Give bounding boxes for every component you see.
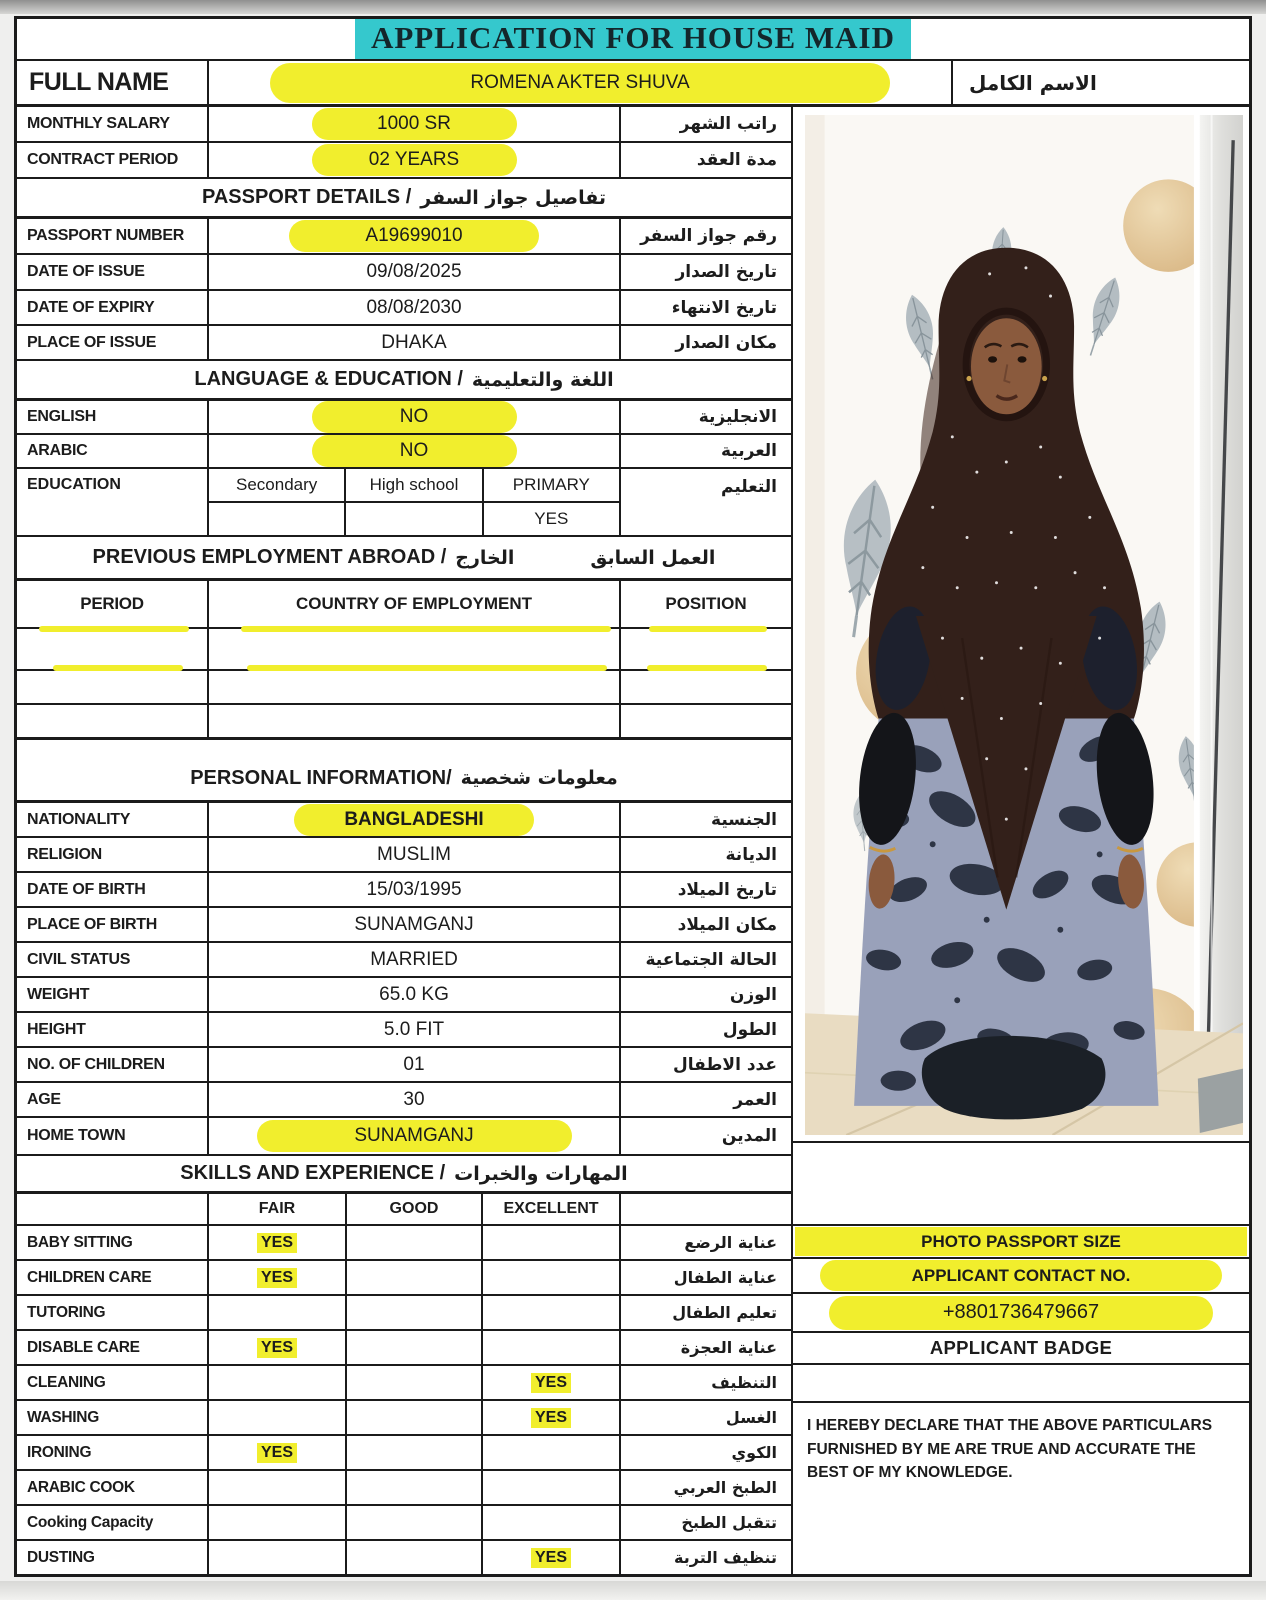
details-table [17,107,791,1574]
application-form [14,16,1252,1577]
nationality-value: BANGLADESHI [294,804,534,836]
children-label: NO. OF CHILDREN [17,1048,209,1081]
employment-country-cell [209,705,621,737]
cleaning-arabic: التنظيف [711,1373,777,1392]
row-disable-care [17,1331,791,1366]
tutoring-good [347,1296,483,1329]
religion-label: RELIGION [17,838,209,871]
yes-mark: YES [257,1443,297,1463]
education-secondary: Secondary [209,469,346,501]
home-town-label: HOME TOWN [17,1118,209,1154]
yes-mark: YES [531,1408,571,1428]
children-care-fair [209,1261,347,1294]
place-of-birth-arabic: مكان الميلاد [677,914,777,935]
arabic-language-field [209,435,621,467]
education-primary: PRIMARY [512,475,590,494]
section-previous-employment [17,537,791,581]
row-arabic-language [17,435,791,469]
age-label: AGE [17,1083,209,1116]
row-place-of-birth [17,908,791,943]
full-name-field [209,61,953,104]
section-language-education [17,361,791,401]
full-name-row [17,59,1249,107]
washing-label: WASHING [17,1401,209,1434]
contract-period-arabic: مدة العقد [696,150,777,170]
children-care-excellent [483,1261,621,1294]
form-title-row [17,19,1249,59]
row-children [17,1048,791,1083]
ironing-fair [209,1436,347,1469]
arabic-language-arabic: العربية [720,441,777,461]
employment-row-1 [17,629,791,671]
skills-col-arabic [621,1194,791,1224]
contract-period-value: 02 YEARS [312,144,517,176]
row-passport-number [17,219,791,255]
personal-section-title: PERSONAL INFORMATION/ [190,766,452,789]
children-care-good [347,1261,483,1294]
tutoring-label: TUTORING [17,1296,209,1329]
baby-sitting-good [347,1226,483,1259]
row-home-town [17,1118,791,1156]
skills-section-title-arabic: المهارات والخبرات [454,1162,628,1185]
cooking-capacity-good [347,1506,483,1539]
place-of-issue-arabic: مكان الصدار [675,332,777,353]
previous-employment-title-arabic-2: العمل السابق [590,546,716,569]
home-town-field [209,1118,621,1154]
row-date-of-birth [17,873,791,908]
employment-country-cell [209,671,621,703]
arabic-cook-excellent [483,1471,621,1504]
yes-mark: YES [257,1268,297,1288]
empty-cell [793,1365,1249,1403]
ironing-label: IRONING [17,1436,209,1469]
disable-care-good [347,1331,483,1364]
place-of-birth-label: PLACE OF BIRTH [17,908,209,941]
religion-value: MUSLIM [209,838,621,871]
place-of-birth-value: SUNAMGANJ [209,908,621,941]
highlighter-streak [649,626,767,632]
dusting-arabic: تنظيف التربة [674,1548,777,1567]
employment-col-position: POSITION [665,594,747,613]
baby-sitting-arabic: عناية الرضع [684,1233,777,1252]
declaration-text: I HEREBY DECLARE THAT THE ABOVE PARTICULARS FURNISHED BY ME ARE TRUE AND ACCURATE THE BEST OF MY KNOWLEDGE. [807,1417,1213,1482]
row-cooking-capacity [17,1506,791,1541]
disable-care-arabic: عناية العجزة [680,1338,777,1357]
skills-col-excellent: EXCELLENT [483,1194,621,1224]
place-of-issue-label: PLACE OF ISSUE [17,326,209,359]
previous-employment-title-arabic-1: الخارج [455,546,515,569]
education-secondary-answer [209,503,346,535]
full-name-arabic: الاسم الكامل [969,70,1097,95]
education-label: EDUCATION [17,469,209,535]
row-baby-sitting [17,1226,791,1261]
row-dusting [17,1541,791,1574]
tutoring-fair [209,1296,347,1329]
ironing-good [347,1436,483,1469]
height-value: 5.0 FIT [209,1013,621,1046]
english-value: NO [312,401,517,433]
applicant-badge-row [793,1333,1249,1365]
row-monthly-salary [17,107,791,143]
row-nationality [17,803,791,838]
passport-section-title-arabic: تفاصيل جواز السفر [420,186,607,209]
date-of-expiry-arabic: تاريخ الانتهاء [671,297,777,318]
nationality-field [209,803,621,836]
english-field [209,401,621,433]
monthly-salary-label: MONTHLY SALARY [17,107,209,141]
cooking-capacity-fair [209,1506,347,1539]
height-arabic: الطول [722,1019,777,1040]
place-of-issue-value: DHAKA [209,326,621,359]
employment-position-cell [621,705,791,737]
cooking-capacity-excellent [483,1506,621,1539]
full-name-value: ROMENA AKTER SHUVA [270,63,890,103]
ironing-excellent [483,1436,621,1469]
employment-country-cell [209,629,621,669]
photo-caption-row [793,1226,1249,1259]
washing-fair [209,1401,347,1434]
cleaning-excellent [483,1366,621,1399]
disable-care-label: DISABLE CARE [17,1331,209,1364]
skills-columns-row [17,1194,791,1226]
row-religion [17,838,791,873]
row-children-care [17,1261,791,1296]
empty-cell [793,1143,1249,1226]
nationality-label: NATIONALITY [17,803,209,836]
age-value: 30 [209,1083,621,1116]
home-town-arabic: المدين [721,1126,777,1146]
date-of-expiry-label: DATE OF EXPIRY [17,291,209,324]
contact-label-row [793,1259,1249,1294]
baby-sitting-excellent [483,1226,621,1259]
arabic-cook-arabic: الطبخ العربي [673,1478,777,1497]
arabic-cook-fair [209,1471,347,1504]
religion-arabic: الديانة [725,844,777,865]
employment-period-cell [17,629,209,669]
row-date-of-expiry [17,291,791,326]
weight-arabic: الوزن [729,984,777,1005]
employment-position-cell [621,629,791,669]
contract-period-field [209,143,621,177]
tutoring-excellent [483,1296,621,1329]
washing-arabic: الغسل [725,1408,777,1427]
date-of-birth-arabic: تاريخ الميلاد [677,879,777,900]
education-grid [209,469,621,535]
yes-mark: YES [257,1233,297,1253]
applicant-photo-cell [793,107,1249,1143]
previous-employment-title: PREVIOUS EMPLOYMENT ABROAD / [92,546,447,568]
passport-section-title: PASSPORT DETAILS / [201,186,412,208]
section-passport-details [17,179,791,219]
full-name-label: FULL NAME [17,61,209,104]
date-of-issue-arabic: تاريخ الصدار [675,262,777,282]
language-section-title: LANGUAGE & EDUCATION / [194,368,463,390]
applicant-photo [805,115,1243,1135]
employment-period-cell [17,671,209,703]
height-label: HEIGHT [17,1013,209,1046]
arabic-language-label: ARABIC [17,435,209,467]
children-value: 01 [209,1048,621,1081]
ironing-arabic: الكوي [731,1443,777,1462]
skills-col-good: GOOD [347,1194,483,1224]
row-weight [17,978,791,1013]
row-washing [17,1401,791,1436]
date-of-birth-label: DATE OF BIRTH [17,873,209,906]
english-label: ENGLISH [17,401,209,433]
children-arabic: عدد الاطفال [673,1054,777,1075]
row-date-of-issue [17,255,791,291]
cooking-capacity-arabic: تتقبل الطبخ [681,1513,777,1532]
civil-status-arabic: الحالة الجتماعية [645,949,777,970]
education-primary-answer: YES [534,509,569,528]
cleaning-fair [209,1366,347,1399]
row-cleaning [17,1366,791,1401]
date-of-expiry-value: 08/08/2030 [209,291,621,324]
employment-columns-row [17,581,791,629]
date-of-birth-value: 15/03/1995 [209,873,621,906]
dusting-label: DUSTING [17,1541,209,1574]
date-of-issue-value: 09/08/2025 [209,255,621,289]
yes-mark: YES [257,1338,297,1358]
row-civil-status [17,943,791,978]
arabic-cook-label: ARABIC COOK [17,1471,209,1504]
civil-status-label: CIVIL STATUS [17,943,209,976]
date-of-issue-label: DATE OF ISSUE [17,255,209,289]
disable-care-fair [209,1331,347,1364]
skills-col-empty [17,1194,209,1224]
row-tutoring [17,1296,791,1331]
skills-section-title: SKILLS AND EXPERIENCE / [180,1162,446,1184]
nationality-arabic: الجنسية [711,809,777,830]
tutoring-arabic: تعليم الطفال [672,1303,777,1322]
row-place-of-issue [17,326,791,361]
home-town-value: SUNAMGANJ [257,1120,572,1152]
row-arabic-cook [17,1471,791,1506]
education-answer-row [209,503,619,535]
section-personal-information [17,740,791,803]
contact-number-row [793,1294,1249,1333]
row-education [17,469,791,537]
monthly-salary-value: 1000 SR [312,108,517,140]
passport-number-value: A19699010 [289,220,539,252]
employment-col-period: PERIOD [17,581,209,627]
baby-sitting-fair [209,1226,347,1259]
english-arabic: الانجليزية [698,407,777,427]
age-arabic: العمر [733,1089,777,1110]
applicant-badge-label: APPLICANT BADGE [929,1337,1113,1358]
contract-period-label: CONTRACT PERIOD [17,143,209,177]
photo-panel [791,107,1249,1574]
weight-label: WEIGHT [17,978,209,1011]
highlighter-streak [241,626,611,632]
arabic-language-value: NO [312,435,517,467]
cooking-capacity-label: Cooking Capacity [17,1506,209,1539]
education-highschool-answer [346,503,483,535]
employment-row-2 [17,671,791,705]
door-frame [1194,115,1243,1135]
children-care-arabic: عناية الطفال [673,1268,777,1287]
form-title: APPLICATION FOR HOUSE MAID [355,19,911,59]
language-section-title-arabic: اللغة والتعليمية [471,368,614,391]
weight-value: 65.0 KG [209,978,621,1011]
dress-hem [922,1036,1106,1119]
education-highschool: High school [346,469,483,501]
washing-excellent [483,1401,621,1434]
employment-col-country: COUNTRY OF EMPLOYMENT [209,581,621,627]
monthly-salary-field [209,107,621,141]
education-levels-row [209,469,619,503]
passport-number-field [209,219,621,253]
row-height [17,1013,791,1048]
dusting-fair [209,1541,347,1574]
skills-col-fair: FAIR [209,1194,347,1224]
row-english [17,401,791,435]
monthly-salary-arabic: راتب الشهر [679,114,777,134]
civil-status-value: MARRIED [209,943,621,976]
washing-good [347,1401,483,1434]
personal-section-title-arabic: معلومات شخصية [460,767,618,789]
scan-edge-bottom [0,1581,1266,1600]
row-contract-period [17,143,791,179]
baby-sitting-label: BABY SITTING [17,1226,209,1259]
scan-edge-top [0,0,1266,14]
row-ironing [17,1436,791,1471]
dusting-excellent [483,1541,621,1574]
contact-label: APPLICANT CONTACT NO. [820,1260,1221,1291]
row-age [17,1083,791,1118]
yes-mark: YES [531,1373,571,1393]
passport-number-arabic: رقم جواز السفر [640,226,777,246]
contact-number: +8801736479667 [829,1296,1212,1330]
section-skills-experience [17,1156,791,1194]
dusting-good [347,1541,483,1574]
employment-position-cell [621,671,791,703]
cleaning-label: CLEANING [17,1366,209,1399]
yes-mark: YES [531,1548,571,1568]
form-body [17,107,1249,1574]
highlighter-streak [39,626,189,632]
children-care-label: CHILDREN CARE [17,1261,209,1294]
disable-care-excellent [483,1331,621,1364]
cleaning-good [347,1366,483,1399]
employment-row-3 [17,705,791,740]
passport-number-label: PASSPORT NUMBER [17,219,209,253]
photo-caption: PHOTO PASSPORT SIZE [795,1227,1246,1256]
arabic-cook-good [347,1471,483,1504]
education-arabic: التعليم [721,477,777,497]
employment-period-cell [17,705,209,737]
